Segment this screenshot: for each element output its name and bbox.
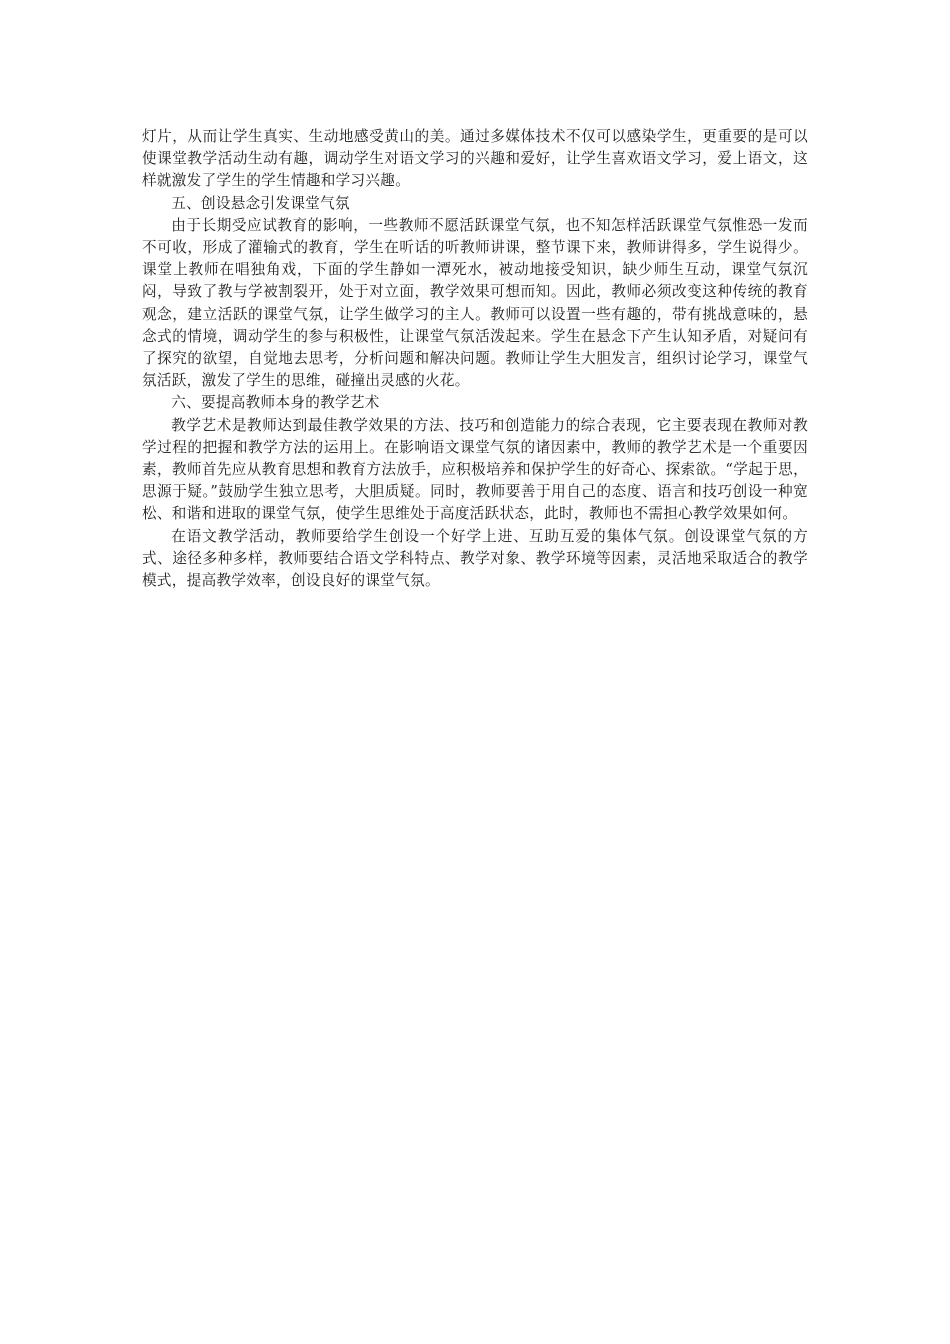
- section-heading-6: 六、要提高教师本身的教学艺术: [171, 394, 380, 412]
- paragraph-continuation: 灯片，从而让学生真实、生动地感受黄山的美。通过多媒体技术不仅可以感染学生，更重要的是可以使课堂教学活动生动有趣，调动学生对语文学习的兴趣和爱好，让学生喜欢语文学习，爱上语文，这样就激发了学生的学生情趣和学习兴趣。: [142, 128, 808, 190]
- document-page: [142, 126, 808, 592]
- section-heading-5: 五、创设悬念引发课堂气氛: [171, 194, 350, 212]
- paragraph-suspense: 由于长期受应试教育的影响，一些教师不愿活跃课堂气氛，也不知怎样活跃课堂气氛惟恐一发而不可收，形成了灌输式的教育，学生在听话的听教师讲课，整节课下来，教师讲得多，学生说得少。课堂上教师在唱独角戏，下面的学生静如一潭死水，被动地接受知识，缺少师生互动，课堂气氛沉闷，导致了教与学被割裂开，处于对立面，教学效果可想而知。因此，教师必须改变这种传统的教育观念，建立活跃的课堂气氛，让学生做学习的主人。教师可以设置一些有趣的，带有挑战意味的，悬念式的情境，调动学生的参与积极性，让课堂气氛活泼起来。学生在悬念下产生认知矛盾，对疑问有了探究的欲望，自觉地去思考，分析问题和解决问题。教师让学生大胆发言，组织讨论学习，课堂气氛活跃，激发了学生的思维，碰撞出灵感的火花。: [142, 216, 808, 390]
- paragraph-conclusion: 在语文教学活动，教师要给学生创设一个好学上进、互助互爱的集体气氛。创设课堂气氛的方式、途径多种多样，教师要结合语文学科特点、教学对象、教学环境等因素，灵活地采取适合的教学模式，提高教学效率，创设良好的课堂气氛。: [142, 527, 808, 590]
- paragraph-teaching-art: 教学艺术是教师达到最佳教学效果的方法、技巧和创造能力的综合表现，它主要表现在教师对教学过程的把握和教学方法的运用上。在影响语文课堂气氛的诸因素中，教师的教学艺术是一个重要因素，教师首先应从教育思想和教育方法放手，应积极培养和保护学生的好奇心、探索欲。“学起于思，思源于疑。”鼓励学生独立思考，大胆质疑。同时，教师要善于用自己的态度、语言和技巧创设一种宽松、和谐和进取的课堂气氛，使学生思维处于高度活跃状态，此时，教师也不需担心教学效果如何。: [142, 416, 808, 523]
